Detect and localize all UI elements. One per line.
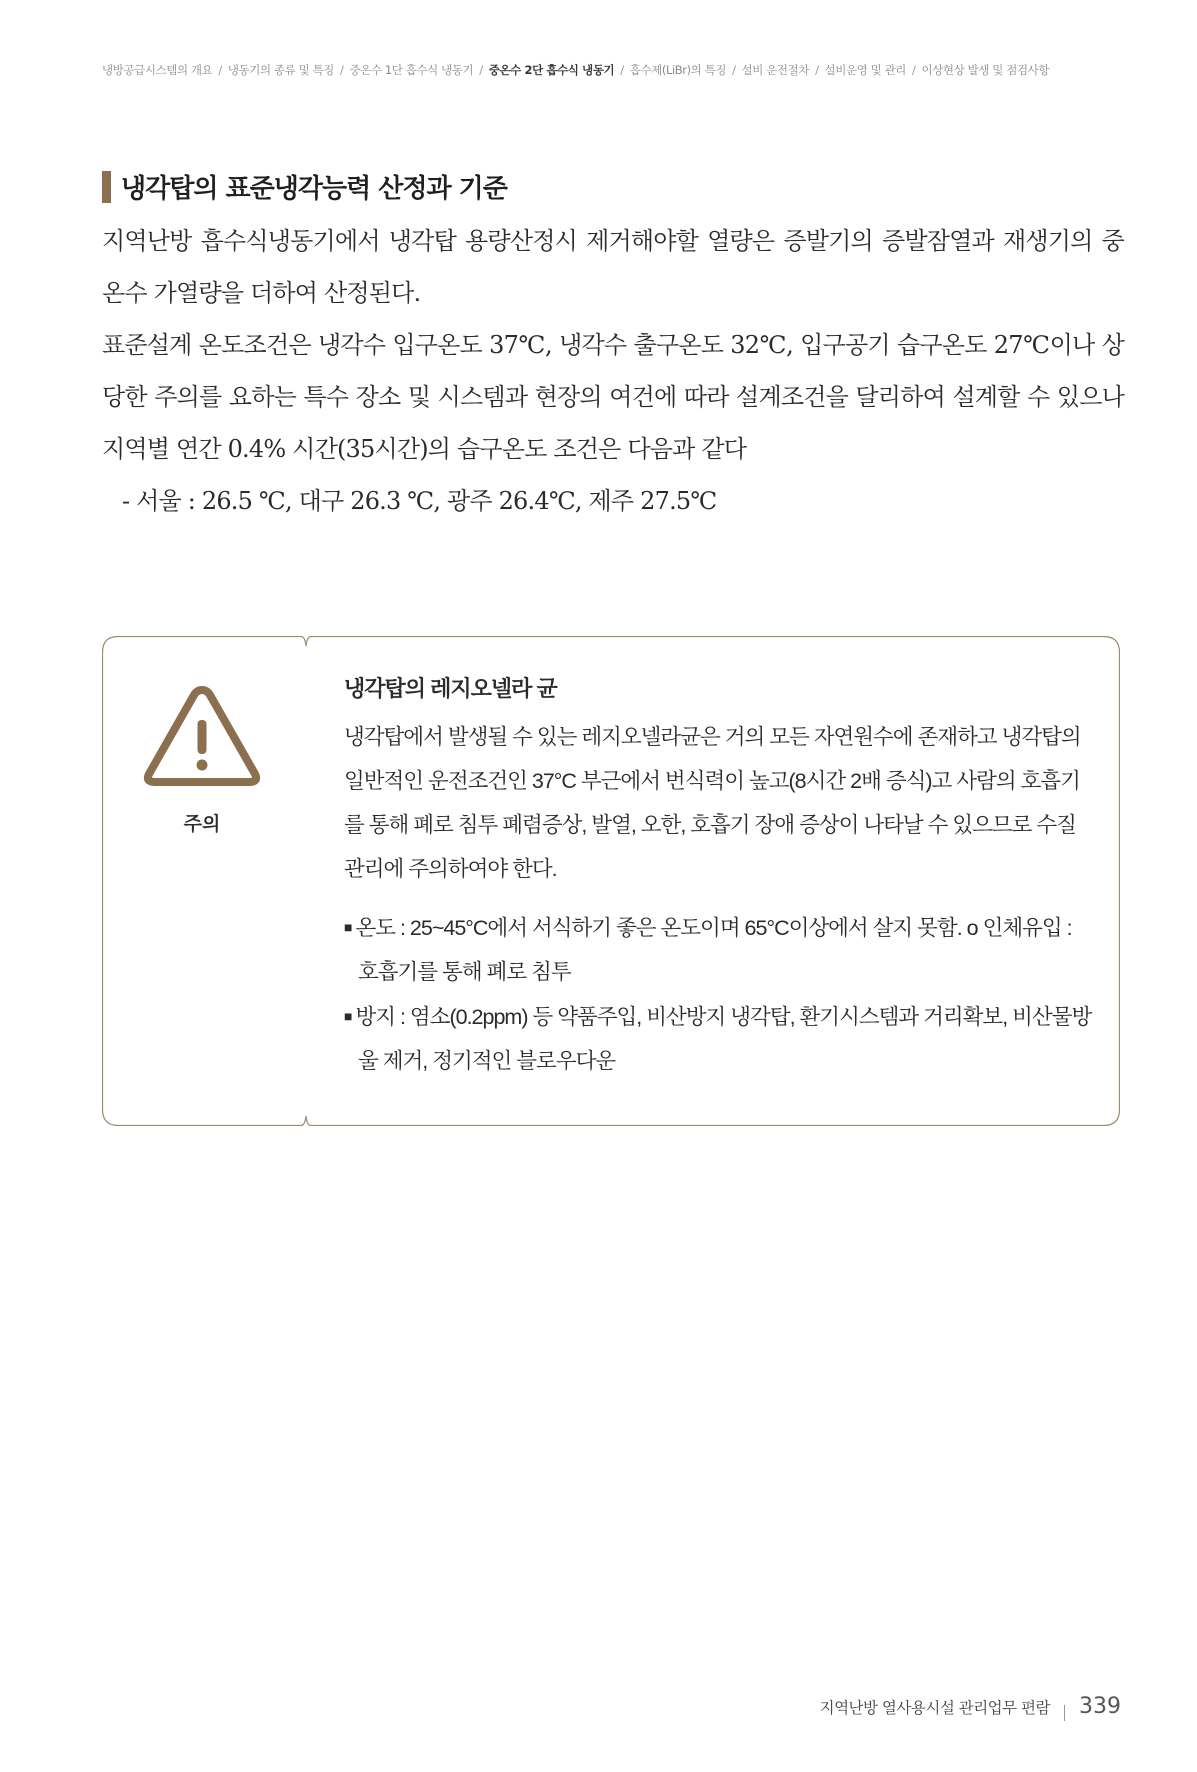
breadcrumb-separator: / [340, 63, 344, 77]
breadcrumb-item-active[interactable]: 중온수 2단 흡수식 냉동기 [488, 63, 615, 77]
breadcrumb-item[interactable]: 중온수 1단 흡수식 냉동기 [349, 63, 474, 77]
breadcrumb-separator: / [732, 63, 736, 77]
footer-title: 지역난방 열사용시설 관리업무 편람 [819, 1698, 1050, 1717]
section-heading [102, 168, 507, 205]
breadcrumb-separator: / [479, 63, 483, 77]
body-paragraph: 지역난방 흡수식냉동기에서 냉각탑 용량산정시 제거해야할 열량은 증발기의 증발잠열과 재생기의 중온수 가열량을 더하여 산정된다. [102, 227, 1124, 307]
breadcrumb-separator: / [620, 63, 624, 77]
breadcrumb-item[interactable]: 흡수제(LiBr)의 특징 [629, 63, 727, 77]
heading-accent-bar [102, 171, 111, 203]
breadcrumb [102, 62, 1117, 78]
breadcrumb-separator: / [815, 63, 819, 77]
footer-divider [1064, 1705, 1065, 1721]
caution-box [102, 636, 1120, 1126]
warning-triangle-icon [141, 682, 263, 790]
breadcrumb-item[interactable]: 설비운영 및 관리 [824, 63, 907, 77]
bullet-text: 온도 : 25~45°C에서 서식하기 좋은 온도이며 65°C이상에서 살지 못함. ο 인체유입 : 호흡기를 통해 폐로 침투 [355, 916, 1072, 984]
caution-title: 냉각탑의 레지오넬라 균 [344, 676, 557, 701]
list-item [344, 905, 1092, 994]
section-body [102, 215, 1124, 527]
list-item [344, 994, 1092, 1083]
breadcrumb-item[interactable]: 냉동기의 종류 및 특징 [227, 63, 334, 77]
body-paragraph: 표준설계 온도조건은 냉각수 입구온도 37℃, 냉각수 출구온도 32℃, 입구공기 습구온도 27℃이나 상당한 주의를 요하는 특수 장소 및 시스템과 현장의 여건에 따라 설계조건을 달리하여 설계할 수 있으나 지역별 연간 0.4% 시간(35시간)의 습구온도 조건은 다음과 같다 [102, 331, 1124, 463]
caution-content [344, 672, 1092, 1083]
page-number: 339 [1079, 1694, 1121, 1719]
breadcrumb-item[interactable]: 설비 운전절차 [741, 63, 810, 77]
caution-label: 주의 [183, 813, 221, 835]
bullet-text: 방지 : 염소(0.2ppm) 등 약품주입, 비산방지 냉각탑, 환기시스템과 거리확보, 비산물방울 제거, 정기적인 블로우다운 [355, 1005, 1092, 1073]
square-bullet-icon: ■ [344, 1008, 352, 1024]
breadcrumb-item[interactable]: 냉방공급시스템의 개요 [102, 63, 213, 77]
square-bullet-icon: ■ [344, 919, 352, 935]
page-footer [820, 1694, 1121, 1719]
breadcrumb-separator: / [912, 63, 916, 77]
regional-conditions-line: - 서울 : 26.5 ℃, 대구 26.3 ℃, 광주 26.4℃, 제주 27.5℃ [122, 487, 717, 515]
breadcrumb-separator: / [218, 63, 222, 77]
breadcrumb-item[interactable]: 이상현상 발생 및 점검사항 [921, 63, 1050, 77]
caution-bullet-list [344, 905, 1092, 1083]
caution-description: 냉각탑에서 발생될 수 있는 레지오넬라균은 거의 모든 자연원수에 존재하고 냉각탑의 일반적인 운전조건인 37°C 부근에서 번식력이 높고(8시간 2배 증식)고 사람의 호흡기를 통해 폐로 침투 폐렴증상, 발열, 오한, 호흡기 장애 증상이 나타날 수 있으므로 수질관리에 주의하여야 한다. [344, 725, 1081, 881]
section-title: 냉각탑의 표준냉각능력 산정과 기준 [121, 174, 507, 204]
